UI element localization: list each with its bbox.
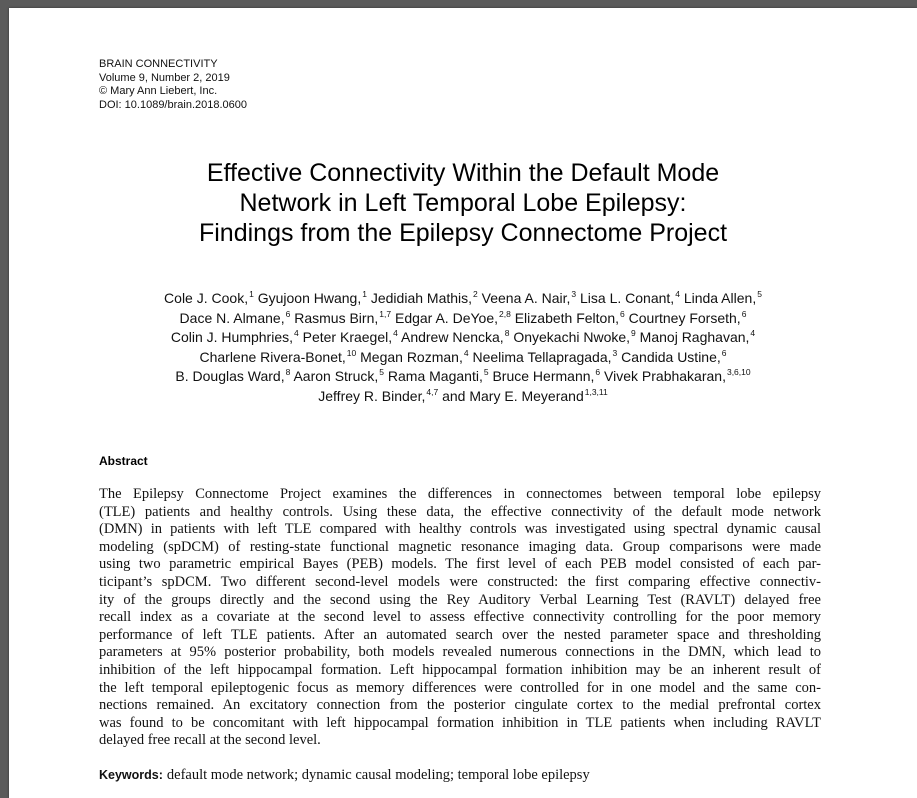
author [171, 329, 299, 345]
abstract-body [99, 486, 821, 750]
journal-header [99, 58, 247, 112]
author [258, 290, 367, 306]
author [360, 349, 468, 365]
author-affiliation: 5 [483, 367, 489, 377]
author [303, 329, 398, 345]
author-line [9, 388, 917, 408]
author-name: Onyekachi Nwoke, [513, 329, 631, 345]
author [604, 368, 751, 384]
author-line [9, 368, 917, 388]
author [180, 310, 291, 326]
author-name: Peter Kraegel, [302, 329, 393, 345]
author-list [9, 290, 917, 407]
title-line: Findings from the Epilepsy Connectome Project [198, 219, 728, 247]
author-affiliation: 6 [285, 308, 291, 319]
keywords-text: default mode network; dynamic causal modeling; temporal lobe epilepsy [166, 767, 590, 783]
author [371, 290, 478, 306]
abstract-line: delayed free recall at the second level. [99, 732, 321, 749]
author-affiliation: 4 [750, 328, 756, 338]
abstract-line: modeling (spDCM) of resting-state functional magnetic resonance imaging data. Group comparisons were made [99, 538, 821, 555]
abstract-heading: Abstract [99, 454, 148, 468]
author-affiliation: 6 [620, 308, 625, 319]
author-affiliation: 5 [757, 289, 762, 299]
author-name: Linda Allen, [683, 290, 757, 306]
author [442, 388, 608, 404]
author [621, 349, 726, 365]
author-name: Jedidiah Mathis, [370, 290, 473, 306]
author-name: Lisa L. Conant, [580, 290, 675, 306]
author-affiliation: 8 [285, 367, 291, 377]
author [164, 290, 254, 306]
author-affiliation: 5 [379, 367, 385, 377]
author [318, 388, 438, 404]
title-line: Effective Connectivity Within the Default Mode [206, 159, 720, 187]
author [492, 368, 600, 384]
author-line [9, 290, 917, 310]
author-affiliation: 4,7 [426, 386, 439, 397]
author-affiliation: 4 [393, 328, 398, 338]
author [472, 349, 617, 365]
author [482, 290, 576, 306]
pdf-page [9, 8, 917, 798]
abstract-line: inhibition of the left hippocampal formation. Left hippocampal formation inhibition may be an inherent result of [99, 661, 821, 678]
author-name: Neelima Tellapragada, [472, 348, 612, 365]
author-affiliation: 2,8 [499, 308, 511, 319]
author-name: Gyujoon Hwang, [257, 290, 362, 306]
author-affiliation: 6 [741, 308, 747, 319]
author-name: B. Douglas Ward, [175, 368, 285, 384]
author-affiliation: 3 [612, 347, 618, 358]
author-name: Edgar A. DeYoe, [394, 309, 498, 326]
abstract-line: (TLE) patients and healthy controls. Using these data, the effective connectivity of the default mode network [99, 503, 821, 520]
author-name: Rama Maganti, [387, 368, 483, 384]
author [175, 368, 290, 384]
abstract-line: was found to be concomitant with left hippocampal formation inhibition in TLE patients when including RAVLT [99, 714, 821, 731]
author-affiliation: 1,7 [379, 308, 392, 319]
author-name: Candida Ustine, [621, 348, 721, 365]
abstract-line: performance of left TLE patients. After an automated search over the nested parameter space and thresholding [99, 626, 821, 643]
author-name: Rasmus Birn, [294, 309, 379, 326]
author [629, 310, 747, 326]
journal-volume: Volume 9, Number 2, 2019 [99, 71, 230, 84]
author-affiliation: 6 [721, 347, 727, 358]
author [395, 310, 511, 326]
author-affiliation: 4 [463, 347, 469, 358]
abstract-line: (DMN) in patients with left TLE compared with healthy controls was investigated using spectral dynamic causal [99, 521, 821, 538]
author-affiliation: 4 [675, 289, 680, 299]
author-affiliation: 2 [473, 289, 478, 299]
author [401, 329, 509, 345]
author-name: and Mary E. Meyerand [442, 387, 584, 404]
author-name: Bruce Hermann, [492, 368, 595, 384]
abstract-line: recall index as a covariate at the second level to assess effective connectivity controlling for the poor memory [99, 609, 821, 626]
author-name: Jeffrey R. Binder, [318, 387, 426, 404]
author-name: Colin J. Humphries, [170, 329, 293, 345]
journal-copyright: © Mary Ann Liebert, Inc. [99, 85, 218, 97]
author [293, 368, 384, 384]
journal-name: BRAIN CONNECTIVITY [99, 58, 218, 70]
abstract-line: ticipant’s spDCM. Two different second-level models were constructed: the first comparing effective connectiv- [99, 573, 821, 590]
author [580, 290, 680, 306]
author-affiliation: 9 [631, 328, 636, 338]
author-affiliation: 1 [249, 289, 254, 299]
author-affiliation: 6 [595, 367, 601, 377]
abstract-line: nections remained. An excitatory connection from the posterior cingulate cortex to the medial prefrontal cortex [99, 697, 821, 714]
author [515, 310, 625, 326]
abstract-line: using two parametric empirical Bayes (PEB) models. The first level of each PEB model consisted of each par- [99, 556, 821, 573]
paper-title [9, 158, 917, 248]
author-name: Courtney Forseth, [628, 309, 741, 326]
journal-doi: DOI: 10.1089/brain.2018.0600 [99, 98, 248, 111]
author [640, 329, 755, 345]
author [388, 368, 489, 384]
author-affiliation: 3 [571, 289, 577, 299]
keywords-label: Keywords: [99, 768, 163, 782]
author-name: Charlene Rivera-Bonet, [199, 348, 346, 365]
author-name: Aaron Struck, [293, 368, 379, 384]
abstract-line: parameters at 95% posterior probability, both models revealed numerous connections in the DMN, which lead to [99, 644, 821, 661]
author-affiliation: 8 [504, 328, 510, 338]
keywords [99, 766, 590, 784]
author-name: Elizabeth Felton, [514, 309, 620, 326]
abstract-line: the left temporal epileptogenic focus as memory differences were controlled for in one model and the same con- [99, 679, 821, 696]
author-line [9, 310, 917, 330]
author-affiliation: 1 [362, 289, 367, 299]
author [199, 349, 356, 365]
author [513, 329, 635, 345]
author-name: Dace N. Almane, [179, 309, 285, 326]
author [684, 290, 762, 306]
author-name: Manoj Raghavan, [639, 329, 750, 345]
author-affiliation: 3,6,10 [726, 367, 751, 377]
author-line [9, 329, 917, 349]
author-name: Andrew Nencka, [400, 329, 504, 345]
author-name: Veena A. Nair, [481, 290, 571, 306]
abstract-line: ity of the groups directly and the second using the Rey Auditory Verbal Learning Test (RAVLT) delayed free [99, 591, 821, 608]
author-name: Vivek Prabhakaran, [604, 368, 726, 384]
author-name: Megan Rozman, [360, 348, 463, 365]
abstract-line: The Epilepsy Connectome Project examines the differences in connectomes between temporal lobe epilepsy [99, 486, 821, 502]
author-line [9, 349, 917, 369]
author-affiliation: 10 [346, 347, 357, 358]
title-line: Network in Left Temporal Lobe Epilepsy: [239, 189, 687, 217]
author [294, 310, 391, 326]
author-affiliation: 4 [294, 328, 299, 338]
author-affiliation: 1,3,11 [584, 386, 608, 397]
author-name: Cole J. Cook, [164, 290, 249, 306]
